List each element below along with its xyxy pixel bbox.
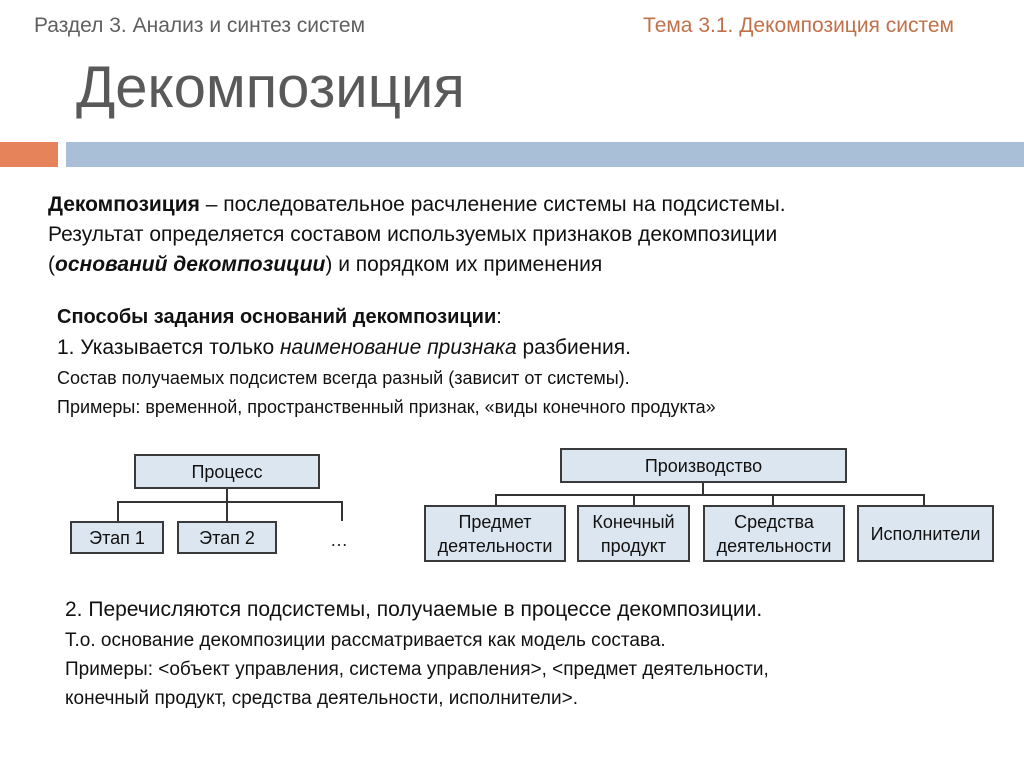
diagram2-drop-1 xyxy=(495,494,497,505)
section-header: Раздел 3. Анализ и синтез систем xyxy=(34,14,366,37)
diagram1-child-box: Этап 1 xyxy=(70,521,164,554)
method-item-1: 1. Указывается только наименование признака разбиения. xyxy=(57,336,631,359)
diagram2-horizontal xyxy=(495,494,925,496)
method-item-1-examples: Примеры: временной, пространственный признак, «виды конечного продукта» xyxy=(57,397,716,417)
definition-line-2: Результат определяется составом используемых признаков декомпозиции xyxy=(48,223,778,246)
definition-line-3: (оснований декомпозиции) и порядком их применения xyxy=(48,253,603,276)
title-divider-bar xyxy=(66,142,1024,167)
definition-line-1: Декомпозиция – последовательное расчленение системы на подсистемы. xyxy=(48,193,786,216)
diagram1-more: … xyxy=(330,530,348,550)
method-item-1-note: Состав получаемых подсистем всегда разный (зависит от системы). xyxy=(57,368,630,388)
diagram1-child-box: Этап 2 xyxy=(177,521,277,554)
diagram2-child-box: Конечный продукт xyxy=(577,505,690,562)
method-item-2-examples-2: конечный продукт, средства деятельности, исполнители>. xyxy=(65,688,578,709)
diagram1-horizontal xyxy=(117,501,343,503)
title-accent-bar xyxy=(0,142,58,167)
diagram2-child-box: Исполнители xyxy=(857,505,994,562)
definition-block xyxy=(48,190,998,280)
method-item-2-note: Т.о. основание декомпозиции рассматривается как модель состава. xyxy=(65,630,666,651)
diagram1-drop-2 xyxy=(226,501,228,521)
diagram1-root-box: Процесс xyxy=(134,454,320,489)
method-item-2-examples-1: Примеры: <объект управления, система управления>, <предмет деятельности, xyxy=(65,659,769,680)
definition-term: Декомпозиция xyxy=(48,193,200,216)
page-title: Декомпозиция xyxy=(76,55,465,120)
diagram1-drop-1 xyxy=(117,501,119,521)
methods-block xyxy=(57,302,997,422)
method-item-2: 2. Перечисляются подсистемы, получаемые в процессе декомпозиции. xyxy=(65,598,763,621)
topic-header: Тема 3.1. Декомпозиция систем xyxy=(643,14,954,37)
diagram2-drop-3 xyxy=(772,494,774,505)
definition-emphasis: оснований декомпозиции xyxy=(55,253,326,276)
diagram2-drop-4 xyxy=(923,494,925,505)
method-item-2-block xyxy=(65,594,1005,713)
diagram2-child-box: Предмет деятельности xyxy=(424,505,566,562)
methods-heading: Способы задания оснований декомпозиции: xyxy=(57,306,502,328)
diagram2-drop-2 xyxy=(633,494,635,505)
diagram1-drop-3 xyxy=(341,501,343,521)
diagram2-root-box: Производство xyxy=(560,448,847,483)
diagram2-child-box: Средства деятельности xyxy=(703,505,845,562)
